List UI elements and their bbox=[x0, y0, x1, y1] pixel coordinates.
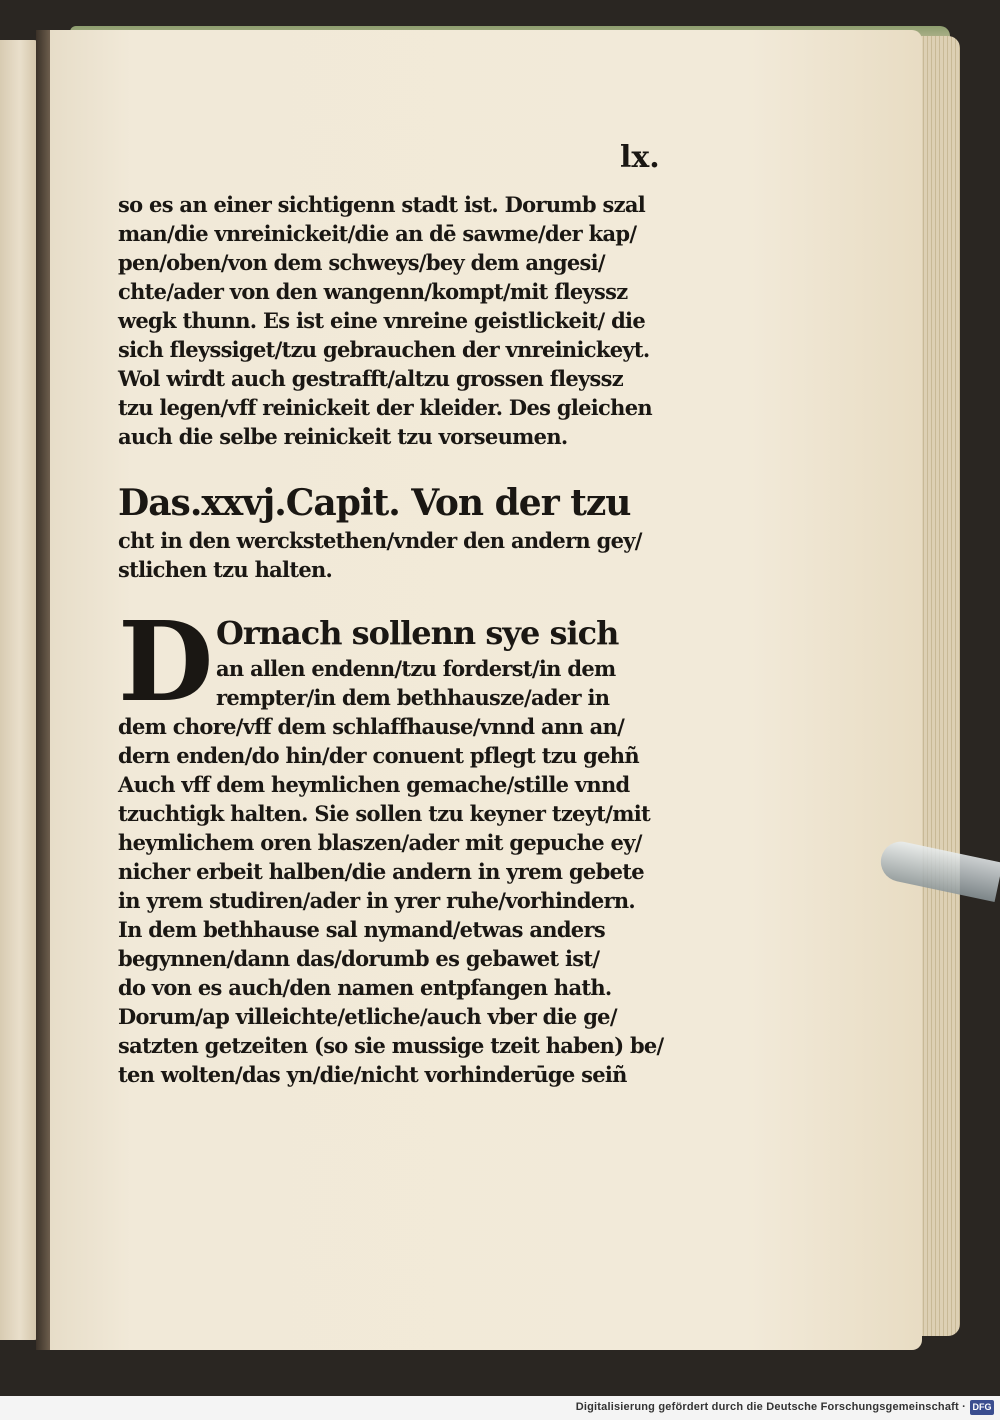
text-line: tzu legen/vff reinickeit der kleider. Des gleichen bbox=[118, 395, 652, 420]
chapter-heading: Das.xxvj.Capit. Von der tzu bbox=[118, 482, 631, 524]
book-gutter bbox=[36, 30, 50, 1350]
paragraph-1 bbox=[118, 190, 663, 451]
text-line: man/die vnreinickeit/die an dē sawme/der kap/ bbox=[118, 221, 637, 246]
text-line: do von es auch/den namen entpfangen hath. bbox=[118, 975, 612, 1000]
text-line: wegk thunn. Es ist eine vnreine geistlickeit/ die bbox=[118, 308, 645, 333]
paragraph-2 bbox=[118, 597, 664, 1089]
decorated-initial: D bbox=[118, 597, 214, 726]
chapter-heading-block bbox=[118, 480, 663, 584]
text-line: sich fleyssiget/tzu gebrauchen der vnreinickeyt. bbox=[118, 337, 650, 362]
text-line: Auch vff dem heymlichen gemache/stille vnnd bbox=[118, 772, 630, 797]
text-line: an allen endenn/tzu forderst/in dem bbox=[216, 656, 616, 681]
text-line: dern enden/do hin/der conuent pflegt tzu gehñ bbox=[118, 743, 639, 768]
text-line: auch die selbe reinickeit tzu vorseumen. bbox=[118, 424, 568, 449]
chapter-subheading-line: stlichen tzu halten. bbox=[118, 557, 333, 582]
folio-number: lx. bbox=[620, 140, 660, 175]
text-line: rempter/in dem bethhausze/ader in bbox=[216, 685, 610, 710]
text-line: nicher erbeit halben/die andern in yrem gebete bbox=[118, 859, 644, 884]
footer-bar bbox=[0, 1396, 1000, 1420]
text-line: so es an einer sichtigenn stadt ist. Dorumb szal bbox=[118, 192, 646, 217]
text-line: Dorum/ap villeichte/etliche/auch vber die ge/ bbox=[118, 1004, 617, 1029]
text-line: ten wolten/das yn/die/nicht vorhinderūge seiñ bbox=[118, 1062, 627, 1087]
text-line: satzten getzeiten (so sie mussige tzeit haben) be/ bbox=[118, 1033, 664, 1058]
text-line: chte/ader von den wangenn/kompt/mit fleyssz bbox=[118, 279, 628, 304]
footer-credit: Digitalisierung gefördert durch die Deutsche Forschungsgemeinschaft · bbox=[575, 1401, 966, 1413]
text-line: In dem bethhause sal nymand/etwas anders bbox=[118, 917, 605, 942]
text-line: heymlichem oren blaszen/ader mit gepuche ey/ bbox=[118, 830, 642, 855]
dfg-logo-icon: DFG bbox=[970, 1400, 994, 1415]
chapter-subheading-line: cht in den werckstethen/vnder den andern gey/ bbox=[118, 528, 642, 553]
text-line: dem chore/vff dem schlaffhause/vnnd ann an/ bbox=[118, 714, 625, 739]
left-page-edge bbox=[0, 40, 40, 1340]
text-line: in yrem studiren/ader in yrer ruhe/vorhindern. bbox=[118, 888, 636, 913]
text-line: Ornach sollenn sye sich bbox=[216, 614, 619, 652]
text-line: tzuchtigk halten. Sie sollen tzu keyner tzeyt/mit bbox=[118, 801, 650, 826]
text-line: Wol wirdt auch gestrafft/altzu grossen fleyssz bbox=[118, 366, 623, 391]
text-line: pen/oben/von dem schweys/bey dem angesi/ bbox=[118, 250, 605, 275]
text-line: begynnen/dann das/dorumb es gebawet ist/ bbox=[118, 946, 600, 971]
